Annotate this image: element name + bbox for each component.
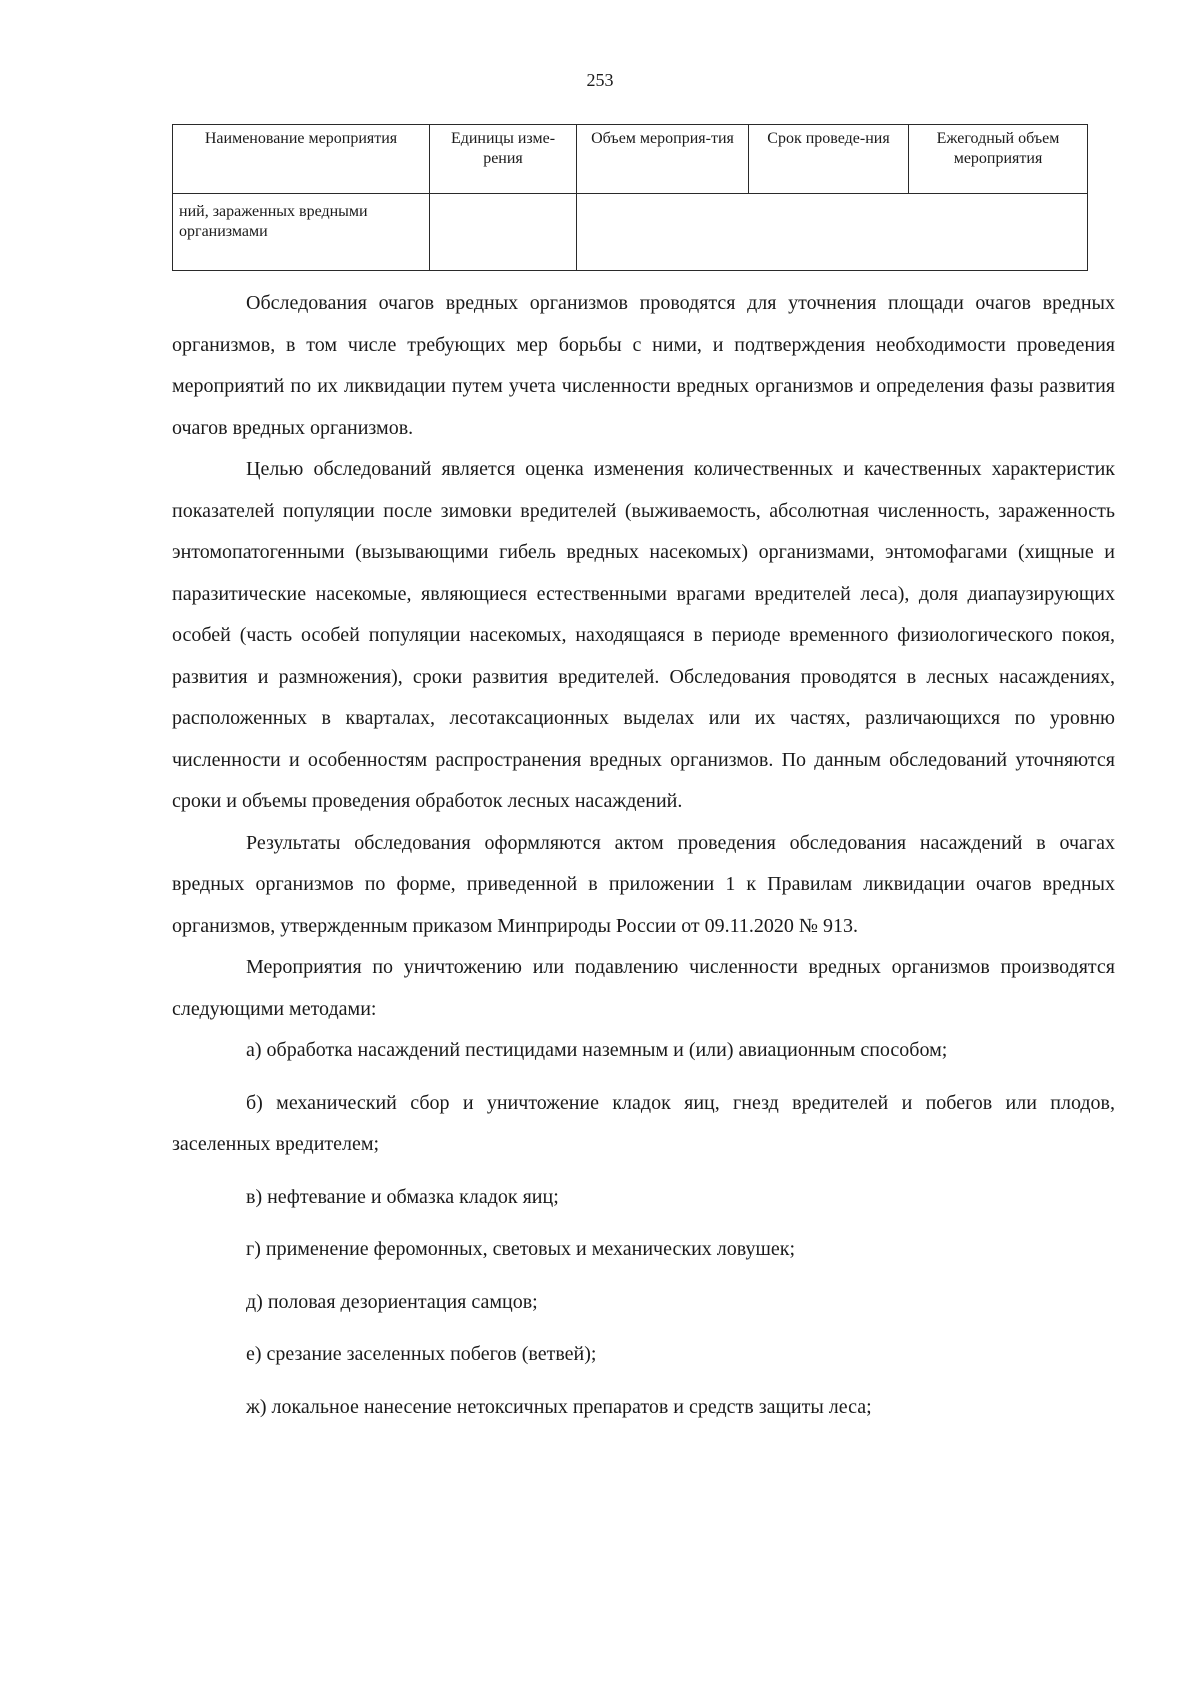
paragraph: Результаты обследования оформляются актом проведения обследования насаждений в очагах вредных организмов по форме, приведенной в приложении 1 к Правилам ликвидации очагов вредных организмов, утвержденным приказом Минприроды России от 09.11.2020 № 913. bbox=[172, 831, 1115, 937]
method-item: е) срезание заселенных побегов (ветвей); bbox=[246, 1343, 597, 1365]
method-item: б) механический сбор и уничтожение кладок яиц, гнезд вредителей и побегов или плодов, заселенных вредителем; bbox=[172, 1091, 1115, 1155]
method-item: г) применение феромонных, световых и механических ловушек; bbox=[246, 1238, 796, 1260]
page-number: 253 bbox=[586, 70, 614, 90]
method-item: в) нефтевание и обмазка кладок яиц; bbox=[246, 1185, 559, 1208]
table-header-cell: Объем мероприя-тия bbox=[577, 125, 749, 194]
paragraph: Обследования очагов вредных организмов проводятся для уточнения площади очагов вредных организмов, в том числе требующих мер борьбы с ними, и подтверждения необходимости проведения мероприятий по их ликвидации путем учета численности вредных организмов и определения фазы развития очагов вредных организмов. bbox=[172, 292, 1115, 439]
paragraph: Мероприятия по уничтожению или подавлению численности вредных организмов производятся следующими методами: bbox=[172, 956, 1115, 1020]
table-row bbox=[173, 194, 1088, 271]
table-header-cell: Наименование мероприятия bbox=[173, 125, 430, 194]
document-body bbox=[172, 283, 1115, 1428]
method-item: а) обработка насаждений пестицидами наземным и (или) авиационным способом; bbox=[246, 1039, 948, 1061]
method-item: д) половая дезориентация самцов; bbox=[246, 1290, 538, 1313]
table-header-cell: Ежегодный объем мероприятия bbox=[909, 125, 1088, 194]
table-header-cell: Единицы изме-рения bbox=[430, 125, 577, 194]
table-cell bbox=[577, 194, 1088, 271]
table-cell bbox=[430, 194, 577, 271]
method-item: ж) локальное нанесение нетоксичных препаратов и средств защиты леса; bbox=[246, 1395, 872, 1418]
table-cell: ний, зараженных вредными организмами bbox=[173, 194, 430, 271]
paragraph: Целью обследований является оценка изменения количественных и качественных характеристик показателей популяции после зимовки вредителей (выживаемость, абсолютная численность, зараженность энтомопатогенными (вызывающими гибель вредных насекомых) организмами, энтомофагами (хищные и паразитические насекомые, являющиеся естественными врагами вредителей леса), доля диапаузирующих особей (часть особей популяции насекомых, находящаяся в периоде временного физиологического покоя, развития и размножения), сроки развития вредителей. Обследования проводятся в лесных насаждениях, расположенных в кварталах, лесотаксационных выделах или их частях, различающихся по уровню численности и особенностям распространения вредных организмов. По данным обследований уточняются сроки и объемы проведения обработок лесных насаждений. bbox=[172, 458, 1115, 812]
table-header-cell: Срок проведе-ния bbox=[749, 125, 909, 194]
measures-table bbox=[172, 124, 1088, 271]
table-header-row bbox=[173, 125, 1088, 194]
